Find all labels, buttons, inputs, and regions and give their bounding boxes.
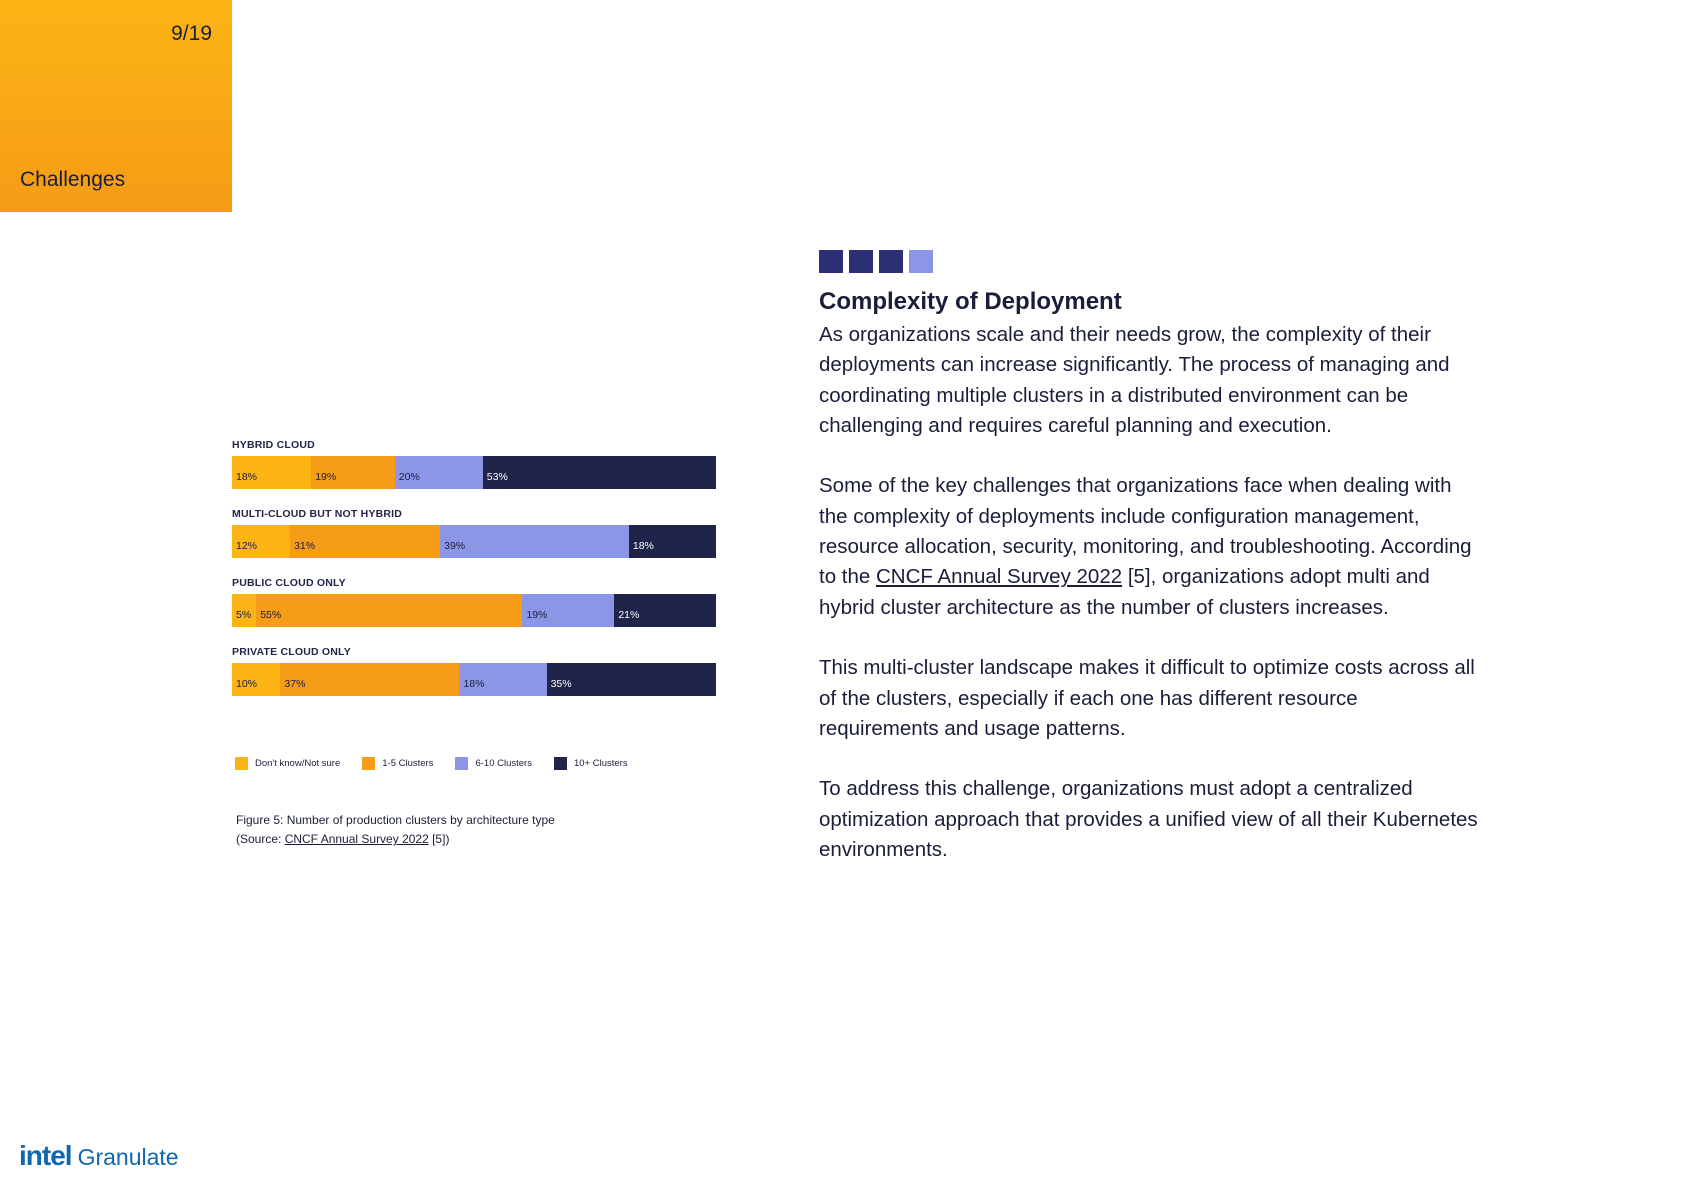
- intel-granulate-logo: [19, 1140, 179, 1172]
- legend-swatch: [362, 757, 375, 770]
- segment-data-label: 18%: [236, 471, 258, 483]
- segment-data-label: 37%: [284, 678, 306, 690]
- segment-data-label: 10%: [236, 678, 258, 690]
- page-number: 9/19: [171, 22, 212, 45]
- square-2: [849, 250, 873, 273]
- paragraph-3: This multi-cluster landscape makes it difficult to optimize costs across all of the clusters, especially if each one has different resource requirements and usage patterns.: [819, 656, 1475, 740]
- bar-segment: [440, 525, 629, 558]
- legend-swatch: [554, 757, 567, 770]
- bar-segment: [629, 525, 716, 558]
- bar-segment: [256, 594, 522, 627]
- legend-swatch: [235, 757, 248, 770]
- bar-segment: [614, 594, 716, 627]
- category-label: PUBLIC CLOUD ONLY: [232, 577, 346, 589]
- segment-data-label: 18%: [632, 540, 654, 552]
- stacked-bar: [232, 525, 716, 558]
- square-3: [879, 250, 903, 273]
- stacked-bar: [232, 456, 716, 489]
- article-heading: Complexity of Deployment: [819, 288, 1122, 315]
- section-title: Challenges: [20, 168, 126, 191]
- chart-category-block: [232, 641, 716, 696]
- category-label: PRIVATE CLOUD ONLY: [232, 646, 351, 658]
- chart-category-block: [232, 572, 716, 627]
- segment-data-label: 19%: [526, 609, 548, 621]
- legend-label: Don't know/Not sure: [255, 758, 341, 769]
- segment-data-label: 31%: [294, 540, 316, 552]
- bar-segment: [290, 525, 440, 558]
- source-suffix: [5]): [428, 832, 450, 846]
- caption-line: Figure 5: Number of production clusters by architecture type: [236, 813, 555, 827]
- legend-label: 6-10 Clusters: [475, 758, 532, 769]
- decorative-squares: [819, 250, 933, 273]
- section-tab: [0, 0, 232, 212]
- legend-item: [554, 757, 628, 770]
- caption-source: [236, 830, 555, 849]
- stacked-bar: [232, 663, 716, 696]
- bar-segment: [522, 594, 614, 627]
- square-1: [819, 250, 843, 273]
- p2-after: [5], organizations adopt multi and hybrid cluster architecture as the number of clusters increases.: [819, 565, 1430, 619]
- bar-segment: [232, 525, 290, 558]
- figure-caption: [236, 811, 555, 849]
- paragraph-1: As organizations scale and their needs grow, the complexity of their deployments can increase significantly. The process of managing and coordinating multiple clusters in a distributed environment can be challenging and requires careful planning and execution.: [819, 323, 1450, 437]
- stacked-bar-chart: [232, 434, 716, 710]
- bar-segment: [280, 663, 459, 696]
- bar-segment: [232, 594, 256, 627]
- p2-before: Some of the key challenges that organizations face when dealing with the complexity of deployments include configuration management, resource allocation, security, monitoring, and troubleshooting. According to the: [819, 474, 1472, 589]
- logo-intel-text: intel: [19, 1140, 72, 1171]
- segment-data-label: 5%: [236, 609, 252, 621]
- legend-label: 1-5 Clusters: [382, 758, 434, 769]
- square-4: [909, 250, 933, 273]
- category-label: HYBRID CLOUD: [232, 439, 315, 451]
- chart-legend: [235, 757, 628, 770]
- bar-segment: [395, 456, 483, 489]
- article-body: [819, 320, 1479, 896]
- legend-item: [362, 757, 433, 770]
- segment-data-label: 18%: [463, 678, 485, 690]
- bar-segment: [483, 456, 716, 489]
- segment-data-label: 19%: [315, 471, 337, 483]
- chart-category-block: [232, 434, 716, 489]
- cncf-survey-link[interactable]: CNCF Annual Survey 2022: [876, 565, 1123, 589]
- paragraph-2: [819, 471, 1479, 622]
- bar-segment: [311, 456, 395, 489]
- source-link[interactable]: CNCF Annual Survey 2022: [284, 832, 429, 846]
- segment-data-label: 55%: [260, 609, 282, 621]
- stacked-bar: [232, 594, 716, 627]
- segment-data-label: 12%: [236, 540, 258, 552]
- bar-segment: [232, 663, 280, 696]
- legend-item: [455, 757, 532, 770]
- segment-data-label: 20%: [398, 471, 420, 483]
- segment-data-label: 39%: [444, 540, 466, 552]
- chart-category-block: [232, 503, 716, 558]
- category-label: MULTI-CLOUD BUT NOT HYBRID: [232, 508, 403, 520]
- segment-data-label: 21%: [618, 609, 640, 621]
- logo-granulate-text: Granulate: [77, 1144, 179, 1170]
- segment-data-label: 53%: [486, 471, 508, 483]
- bar-segment: [547, 663, 716, 696]
- paragraph-4: To address this challenge, organizations must adopt a centralized optimization approach that provides a unified view of all their Kubernetes environments.: [819, 777, 1478, 862]
- legend-item: [235, 757, 340, 770]
- legend-label: 10+ Clusters: [573, 758, 628, 769]
- legend-swatch: [455, 757, 468, 770]
- bar-segment: [232, 456, 311, 489]
- source-prefix: (Source:: [236, 832, 285, 846]
- bar-segment: [459, 663, 546, 696]
- segment-data-label: 35%: [550, 678, 572, 690]
